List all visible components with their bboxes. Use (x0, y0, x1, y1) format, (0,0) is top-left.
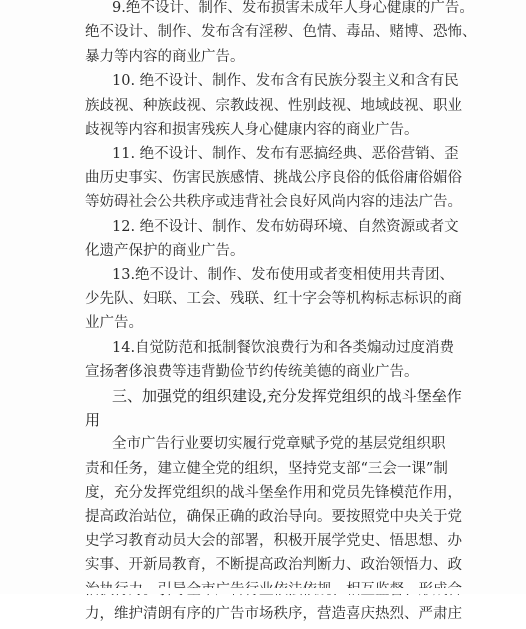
text-line-8: 曲历史事实、伤害民族感情、挑战公序良俗的低俗庸俗媚俗 (85, 170, 462, 186)
text-line-24: 实事、开新局教育，不断提高政治判断力、政治领悟力、政 (85, 557, 462, 573)
text-line-11: 化遗产保护的商业广告。 (85, 243, 245, 259)
text-line-26: 力，维护清朗有序的广告市场秩序，营造喜庆热烈、严肃庄 (85, 606, 462, 622)
text-line-2: 绝不设计、制作、发布含有淫秽、色情、毒品、赌博、恐怖、 (85, 24, 477, 40)
section-heading-line-1: 三、加强党的组织建设,充分发挥党组织的战斗堡垒作 (112, 387, 462, 405)
page-bottom-edge (0, 588, 526, 594)
text-line-13: 少先队、妇联、工会、残联、红十字会等机构标志标识的商 (85, 291, 462, 307)
text-line-14: 业广告。 (85, 315, 143, 331)
section-heading-line-2: 用 (85, 411, 101, 429)
text-line-16: 宣扬奢侈浪费等违背勤俭节约传统美德的商业广告。 (85, 364, 419, 380)
text-line-6: 歧视等内容和损害残疾人身心健康内容的商业广告。 (85, 122, 419, 138)
text-line-12: 13.绝不设计、制作、发布使用或者变相使用共青团、 (112, 267, 455, 283)
text-line-10: 12. 绝不设计、制作、发布妨碍环境、自然资源或者文 (112, 219, 459, 235)
text-line-23: 史学习教育动员大会的部署，积极开展学党史、悟思想、办 (85, 533, 462, 549)
text-line-9: 等妨碍社会公共秩序或违背社会良好风尚内容的违法广告。 (85, 194, 462, 210)
text-line-22: 提高政治站位，确保正确的政治导向。要按照党中央关于党 (85, 509, 462, 525)
text-line-1: 9.绝不设计、制作、发布损害未成年人身心健康的广告。 (112, 0, 474, 16)
text-line-5: 族歧视、种族歧视、宗教歧视、性别歧视、地域歧视、职业 (85, 98, 462, 114)
text-line-3: 暴力等内容的商业广告。 (85, 49, 245, 65)
text-line-4: 10. 绝不设计、制作、发布含有民族分裂主义和含有民 (112, 73, 459, 89)
text-line-19: 全市广告行业要切实履行党章赋予党的基层党组织职 (112, 436, 446, 452)
text-line-21: 度，充分发挥党组织的战斗堡垒作用和党员先锋模范作用， (85, 485, 462, 501)
text-line-7: 11. 绝不设计、制作、发布有恶搞经典、恶俗营销、歪 (112, 146, 459, 162)
text-line-15: 14.自觉防范和抵制餐饮浪费行为和各类煽动过度消费 (112, 340, 455, 356)
text-line-20: 责和任务，建立健全党的组织，坚持党支部“三会一课”制 (85, 461, 448, 477)
